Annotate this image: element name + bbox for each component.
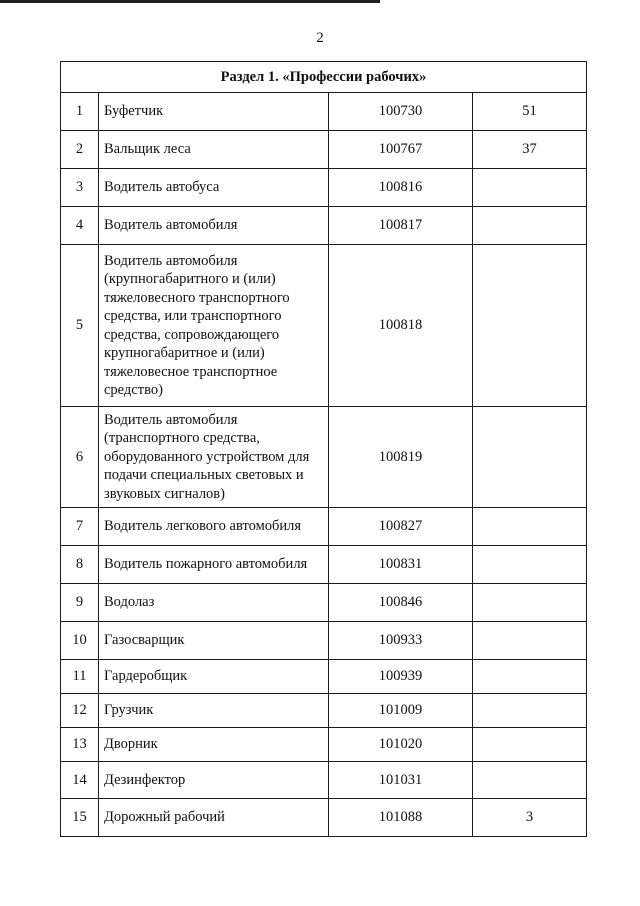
row-number: 2: [61, 131, 99, 169]
row-number: 4: [61, 207, 99, 245]
extra-value: [473, 207, 587, 245]
scan-edge-line: [0, 0, 380, 3]
profession-name: Газосварщик: [99, 622, 329, 660]
profession-code: 101031: [329, 762, 473, 799]
row-number: 7: [61, 508, 99, 546]
profession-name: Водолаз: [99, 584, 329, 622]
table-row: [61, 93, 587, 131]
table-row: [61, 131, 587, 169]
profession-code: 100933: [329, 622, 473, 660]
extra-value: [473, 660, 587, 694]
profession-code: 100831: [329, 546, 473, 584]
profession-code: 100816: [329, 169, 473, 207]
table-row: [61, 799, 587, 837]
profession-name: Дворник: [99, 728, 329, 762]
row-number: 9: [61, 584, 99, 622]
table-row: [61, 169, 587, 207]
row-number: 13: [61, 728, 99, 762]
row-number: 12: [61, 694, 99, 728]
extra-value: [473, 508, 587, 546]
row-number: 3: [61, 169, 99, 207]
section-header-row: [61, 62, 587, 93]
table-row: [61, 207, 587, 245]
profession-name: Водитель автомобиля (транспортного средства, оборудованного устройством для подачи специальных световых и звуковых сигналов): [99, 407, 329, 508]
table-row: [61, 546, 587, 584]
professions-table: [60, 61, 587, 837]
profession-name: Дорожный рабочий: [99, 799, 329, 837]
profession-name: Водитель легкового автомобиля: [99, 508, 329, 546]
table-row: [61, 660, 587, 694]
profession-name: Дезинфектор: [99, 762, 329, 799]
extra-value: [473, 407, 587, 508]
profession-code: 100817: [329, 207, 473, 245]
profession-code: 100846: [329, 584, 473, 622]
extra-value: [473, 546, 587, 584]
extra-value: [473, 584, 587, 622]
row-number: 11: [61, 660, 99, 694]
profession-name: Водитель автомобиля: [99, 207, 329, 245]
profession-name: Грузчик: [99, 694, 329, 728]
profession-code: 100819: [329, 407, 473, 508]
profession-code: 100767: [329, 131, 473, 169]
row-number: 5: [61, 245, 99, 407]
profession-name: Водитель автомобиля (крупногабаритного и (или) тяжеловесного транспортного средства, или транспортного средства, сопровождающего крупногабаритное и (или) тяжеловесное транспортное средство): [99, 245, 329, 407]
page-number: 2: [316, 30, 324, 46]
row-number: 15: [61, 799, 99, 837]
extra-value: [473, 694, 587, 728]
extra-value: [473, 728, 587, 762]
extra-value: [473, 622, 587, 660]
table-row: [61, 245, 587, 407]
extra-value: [473, 169, 587, 207]
profession-code: 100818: [329, 245, 473, 407]
table-row: [61, 622, 587, 660]
profession-name: Вальщик леса: [99, 131, 329, 169]
row-number: 6: [61, 407, 99, 508]
extra-value: [473, 245, 587, 407]
extra-value: 3: [473, 799, 587, 837]
table-row: [61, 584, 587, 622]
table-row: [61, 407, 587, 508]
extra-value: 51: [473, 93, 587, 131]
row-number: 1: [61, 93, 99, 131]
table-row: [61, 694, 587, 728]
row-number: 8: [61, 546, 99, 584]
profession-code: 100827: [329, 508, 473, 546]
profession-code: 100939: [329, 660, 473, 694]
profession-name: Водитель пожарного автомобиля: [99, 546, 329, 584]
extra-value: [473, 762, 587, 799]
row-number: 14: [61, 762, 99, 799]
extra-value: 37: [473, 131, 587, 169]
profession-name: Буфетчик: [99, 93, 329, 131]
profession-code: 101009: [329, 694, 473, 728]
profession-code: 101020: [329, 728, 473, 762]
section-title: Раздел 1. «Профессии рабочих»: [61, 62, 587, 93]
row-number: 10: [61, 622, 99, 660]
profession-code: 100730: [329, 93, 473, 131]
table-row: [61, 508, 587, 546]
profession-name: Водитель автобуса: [99, 169, 329, 207]
profession-code: 101088: [329, 799, 473, 837]
table-row: [61, 762, 587, 799]
table-row: [61, 728, 587, 762]
profession-name: Гардеробщик: [99, 660, 329, 694]
